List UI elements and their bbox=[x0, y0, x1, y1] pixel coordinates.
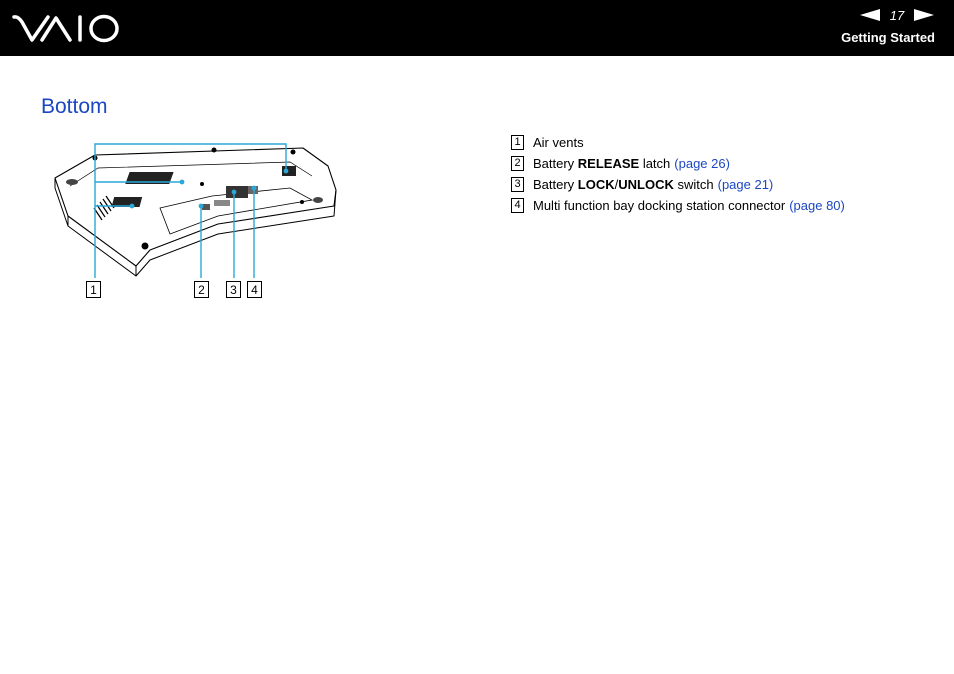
legend-item-air-vents bbox=[511, 132, 845, 153]
callout-2: 2 bbox=[194, 281, 209, 298]
legend-text: Battery bbox=[533, 177, 578, 192]
page-title: Bottom bbox=[41, 95, 108, 118]
legend-number: 3 bbox=[511, 177, 524, 192]
legend-text-suffix: latch bbox=[639, 156, 671, 171]
callout-1: 1 bbox=[86, 281, 101, 298]
legend-text: Battery bbox=[533, 156, 578, 171]
legend-number: 4 bbox=[511, 198, 524, 213]
page-navigation bbox=[860, 5, 934, 25]
page-number: 17 bbox=[889, 7, 905, 23]
laptop-bottom-illustration bbox=[50, 138, 350, 278]
page-link-80[interactable]: (page 80) bbox=[789, 198, 845, 213]
legend-item-docking-connector bbox=[511, 195, 845, 216]
next-page-arrow-icon[interactable] bbox=[914, 9, 934, 21]
callout-4: 4 bbox=[247, 281, 262, 298]
header-bar bbox=[0, 0, 954, 56]
callout-3: 3 bbox=[226, 281, 241, 298]
vaio-logo bbox=[12, 12, 120, 44]
legend-bold-text-2: UNLOCK bbox=[618, 177, 674, 192]
legend-text: Multi function bay docking station connector bbox=[533, 198, 786, 213]
page-link-26[interactable]: (page 26) bbox=[674, 156, 730, 171]
section-title: Getting Started bbox=[841, 30, 935, 45]
component-legend bbox=[511, 132, 845, 216]
legend-separator: / bbox=[614, 177, 619, 192]
legend-number: 1 bbox=[511, 135, 524, 150]
legend-number: 2 bbox=[511, 156, 524, 171]
legend-text: Air vents bbox=[533, 135, 584, 150]
legend-text-suffix: switch bbox=[673, 177, 714, 192]
legend-bold-text: RELEASE bbox=[577, 156, 640, 171]
legend-item-battery-release-latch bbox=[511, 153, 845, 174]
page-link-21[interactable]: (page 21) bbox=[717, 177, 774, 192]
legend-item-battery-lock-switch bbox=[511, 174, 845, 195]
prev-page-arrow-icon[interactable] bbox=[860, 9, 880, 21]
legend-bold-text: LOCK bbox=[577, 177, 615, 192]
